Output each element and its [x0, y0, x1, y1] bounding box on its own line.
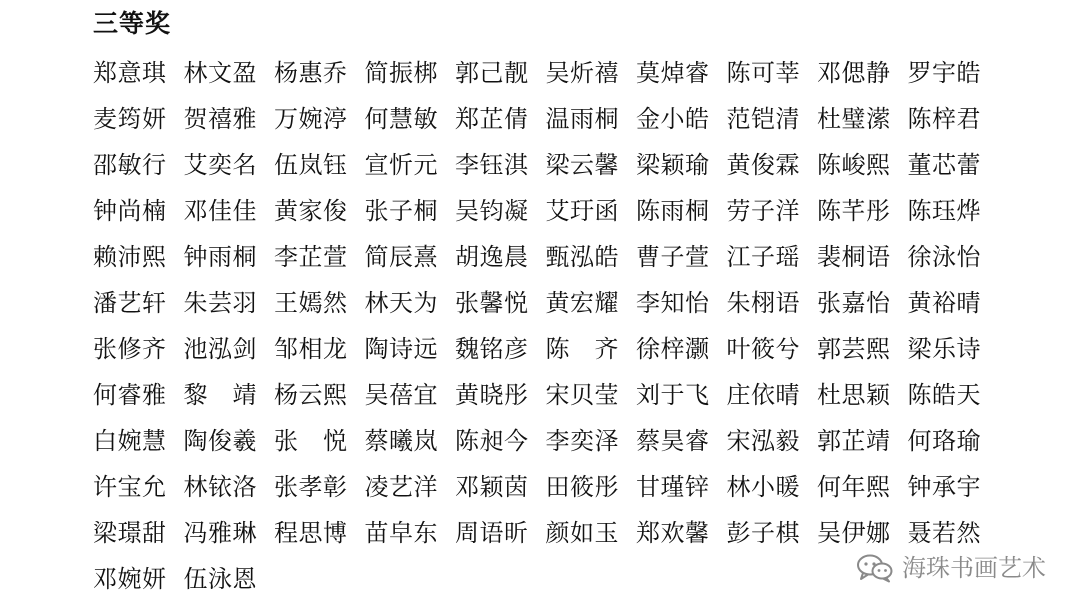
- name-cell: 杨惠乔: [274, 59, 348, 87]
- name-cell: 李钰淇: [455, 151, 529, 179]
- name-cell: 彭子棋: [726, 519, 800, 547]
- name-cell: 李奕泽: [545, 427, 619, 455]
- name-cell: 凌艺洋: [364, 473, 438, 501]
- name-cell: 劳子洋: [726, 197, 800, 225]
- name-cell: 周语昕: [455, 519, 529, 547]
- name-cell: 吴蓓宜: [364, 381, 438, 409]
- name-cell: 何睿雅: [93, 381, 167, 409]
- name-cell: 冯雅琳: [183, 519, 257, 547]
- name-cell: 蔡曦岚: [364, 427, 438, 455]
- name-row: [93, 280, 1023, 326]
- name-cell: 范铠清: [726, 105, 800, 133]
- name-cell: 白婉慧: [93, 427, 167, 455]
- name-cell: 简辰熹: [364, 243, 438, 271]
- name-cell: 郑芷倩: [455, 105, 529, 133]
- name-cell: 董芯蕾: [907, 151, 981, 179]
- name-cell: 裴桐语: [817, 243, 891, 271]
- name-cell: 张 悦: [274, 427, 348, 455]
- name-cell: 王嫣然: [274, 289, 348, 317]
- name-cell: 张修齐: [93, 335, 167, 363]
- name-cell: 邹相龙: [274, 335, 348, 363]
- name-cell: 颜如玉: [545, 519, 619, 547]
- name-cell: 蔡昊睿: [636, 427, 710, 455]
- name-cell: 简振梆: [364, 59, 438, 87]
- name-cell: 陈芊彤: [817, 197, 891, 225]
- name-cell: 李芷萱: [274, 243, 348, 271]
- name-row: [93, 142, 1023, 188]
- name-cell: 陶俊羲: [183, 427, 257, 455]
- name-cell: 钟承宇: [907, 473, 981, 501]
- name-cell: 陈 齐: [545, 335, 619, 363]
- name-cell: 林铱洛: [183, 473, 257, 501]
- name-cell: 艾玗函: [545, 197, 619, 225]
- name-cell: 邵敏行: [93, 151, 167, 179]
- name-cell: 邓偲静: [817, 59, 891, 87]
- name-grid: [93, 50, 1023, 602]
- name-cell: 梁云馨: [545, 151, 619, 179]
- name-cell: 黄宏耀: [545, 289, 619, 317]
- name-row: [93, 234, 1023, 280]
- name-cell: 吴炘禧: [545, 59, 619, 87]
- name-cell: 苗皁东: [364, 519, 438, 547]
- name-cell: 陈昶今: [455, 427, 529, 455]
- name-cell: 宋贝莹: [545, 381, 619, 409]
- name-cell: 黄家俊: [274, 197, 348, 225]
- name-cell: 吴钧凝: [455, 197, 529, 225]
- name-cell: 张嘉怡: [817, 289, 891, 317]
- name-cell: 邓颖茵: [455, 473, 529, 501]
- name-cell: 伍岚钰: [274, 151, 348, 179]
- name-cell: 邓婉妍: [93, 565, 167, 593]
- name-cell: 曹子萱: [636, 243, 710, 271]
- watermark: [856, 553, 1046, 583]
- name-cell: 罗宇皓: [907, 59, 981, 87]
- name-cell: 郭芸熙: [817, 335, 891, 363]
- name-cell: 甘瑾锌: [636, 473, 710, 501]
- name-cell: 庄依晴: [726, 381, 800, 409]
- name-cell: 程思博: [274, 519, 348, 547]
- name-cell: 许宝允: [93, 473, 167, 501]
- name-cell: 陈峻熙: [817, 151, 891, 179]
- name-cell: 郭芷靖: [817, 427, 891, 455]
- name-row: [93, 50, 1023, 96]
- name-cell: 钟尚楠: [93, 197, 167, 225]
- name-cell: 陈珏烨: [907, 197, 981, 225]
- name-cell: 陈皓天: [907, 381, 981, 409]
- name-row: [93, 510, 1023, 556]
- name-cell: 田筱彤: [545, 473, 619, 501]
- name-cell: 钟雨桐: [183, 243, 257, 271]
- name-cell: 麦筠妍: [93, 105, 167, 133]
- name-cell: 朱芸羽: [183, 289, 257, 317]
- name-cell: 何珞瑜: [907, 427, 981, 455]
- name-cell: 杜思颖: [817, 381, 891, 409]
- name-cell: 林天为: [364, 289, 438, 317]
- name-cell: 张孝彰: [274, 473, 348, 501]
- name-cell: 朱栩语: [726, 289, 800, 317]
- name-row: [93, 418, 1023, 464]
- name-cell: 陈梓君: [907, 105, 981, 133]
- name-cell: 刘于飞: [636, 381, 710, 409]
- name-cell: 黄晓彤: [455, 381, 529, 409]
- name-row: [93, 188, 1023, 234]
- name-cell: 陶诗远: [364, 335, 438, 363]
- name-cell: 伍泳恩: [183, 565, 257, 593]
- name-cell: 江子瑶: [726, 243, 800, 271]
- award-heading: 三等奖: [93, 9, 172, 38]
- name-cell: 甄泓皓: [545, 243, 619, 271]
- name-cell: 温雨桐: [545, 105, 619, 133]
- name-cell: 黄裕晴: [907, 289, 981, 317]
- name-cell: 林文盈: [183, 59, 257, 87]
- name-cell: 陈可莘: [726, 59, 800, 87]
- name-cell: 吴伊娜: [817, 519, 891, 547]
- name-row: [93, 464, 1023, 510]
- name-cell: 郑意琪: [93, 59, 167, 87]
- name-cell: 何慧敏: [364, 105, 438, 133]
- name-cell: 金小皓: [636, 105, 710, 133]
- name-cell: 杨云熙: [274, 381, 348, 409]
- name-cell: 宣忻元: [364, 151, 438, 179]
- wechat-icon: [856, 553, 894, 583]
- name-cell: 张子桐: [364, 197, 438, 225]
- name-cell: 梁乐诗: [907, 335, 981, 363]
- name-cell: 邓佳佳: [183, 197, 257, 225]
- name-cell: 池泓剑: [183, 335, 257, 363]
- name-cell: 梁璟甜: [93, 519, 167, 547]
- name-cell: 艾奕名: [183, 151, 257, 179]
- name-cell: 赖沛熙: [93, 243, 167, 271]
- name-cell: 梁颖瑜: [636, 151, 710, 179]
- name-cell: 聂若然: [907, 519, 981, 547]
- name-cell: 胡逸晨: [455, 243, 529, 271]
- name-cell: 潘艺轩: [93, 289, 167, 317]
- name-cell: 郭己靓: [455, 59, 529, 87]
- name-cell: 张馨悦: [455, 289, 529, 317]
- name-cell: 林小暖: [726, 473, 800, 501]
- name-row: [93, 326, 1023, 372]
- name-cell: 何年熙: [817, 473, 891, 501]
- name-cell: 陈雨桐: [636, 197, 710, 225]
- name-cell: 叶筱兮: [726, 335, 800, 363]
- name-row: [93, 372, 1023, 418]
- name-cell: 李知怡: [636, 289, 710, 317]
- name-cell: 杜璧潆: [817, 105, 891, 133]
- name-cell: 黄俊霖: [726, 151, 800, 179]
- name-cell: 徐泳怡: [907, 243, 981, 271]
- name-cell: 郑欢馨: [636, 519, 710, 547]
- name-cell: 魏铭彦: [455, 335, 529, 363]
- name-row: [93, 96, 1023, 142]
- name-cell: 徐梓灏: [636, 335, 710, 363]
- name-cell: 贺禧雅: [183, 105, 257, 133]
- name-cell: 黎 靖: [183, 381, 257, 409]
- name-cell: 宋泓毅: [726, 427, 800, 455]
- name-cell: 万婉渟: [274, 105, 348, 133]
- watermark-text: 海珠书画艺术: [902, 554, 1046, 582]
- name-cell: 莫焯睿: [636, 59, 710, 87]
